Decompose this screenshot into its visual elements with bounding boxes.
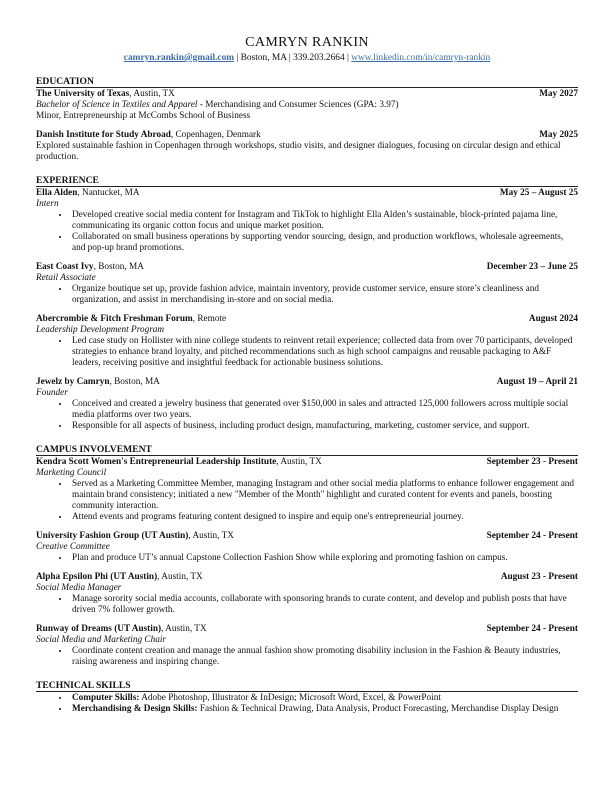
bullet-item: • Led case study on Hollister with nine college students to reinvent retail experience; collected data from over 70 participants, developed strategies to enhance brand loyalty, and pitched recommendations such as high school campaigns and reusable packaging to A&F leaders, receiving positive and insightful feedback for actionable business solutions.: [70, 336, 578, 369]
entry-date: September 24 - Present: [486, 531, 578, 541]
entry-description: Explored sustainable fashion in Copenhagen through workshops, studio visits, and designer dialogues, focusing on circular design and ethical production.: [36, 141, 561, 162]
skill-item: [70, 704, 578, 715]
skill-text: Fashion & Technical Drawing, Data Analysis, Product Forecasting, Merchandise Display Design: [197, 704, 559, 714]
role-title: Intern: [36, 199, 59, 209]
campus-entry: [36, 531, 578, 564]
org-name: Jewelz by Camryn: [36, 377, 110, 387]
org-location: , Austin, TX: [276, 457, 322, 467]
bullet-list: [36, 479, 578, 523]
bullet-list: [36, 553, 578, 564]
entry-date: December 23 – June 25: [486, 262, 578, 272]
role-title: Creative Committee: [36, 542, 110, 552]
role-title: Leadership Development Program: [36, 325, 165, 335]
bullet-item: • Responsible for all aspects of business, including product design, manufacturing, marketing, customer service, and support.: [70, 421, 578, 432]
bullet-list: [36, 210, 578, 254]
bullet-item: • Attend events and programs featuring content designed to inspire and equip one's entrepreneurial journey.: [70, 512, 578, 523]
bullet-item: • Manage sorority social media accounts, collaborate with sponsoring brands to curate content, and develop and publish posts that have driven 7% follower growth.: [70, 594, 578, 616]
bullet-item: • Coordinate content creation and manage the annual fashion show promoting disability inclusion in the Fashion & Beauty industries, raising awareness and inspiring change.: [70, 646, 578, 668]
bullet-item: • Plan and produce UT’s annual Capstone Collection Fashion Show while exploring and promoting fashion on campus.: [70, 553, 578, 564]
role-title: Social Media Manager: [36, 583, 122, 593]
role-title: Marketing Council: [36, 468, 107, 478]
org-name: Alpha Epsilon Phi (UT Austin): [36, 572, 158, 582]
degree-detail: - Merchandising and Consumer Sciences (GPA: 3.97): [197, 100, 399, 110]
degree: Bachelor of Science in Textiles and Apparel: [36, 100, 198, 110]
bullet-item: • Served as a Marketing Committee Member, managing Instagram and other social media platforms to enhance follower engagement and maintain brand consistency; initiated a new "Member of the Month" highlight and curated content for events and panels, boosting community interaction.: [70, 479, 578, 512]
org-location: , Austin, TX: [129, 89, 175, 99]
org-name: The University of Texas: [36, 89, 130, 99]
entry-date: September 24 - Present: [486, 624, 578, 634]
education-entry: [36, 89, 578, 122]
bullet-list: [36, 336, 578, 369]
experience-entry: [36, 262, 578, 306]
org-location: , Remote: [192, 314, 227, 324]
section-title: TECHNICAL SKILLS: [36, 680, 578, 692]
technical-skills-section: [36, 680, 578, 715]
email-link[interactable]: camryn.rankin@gmail.com: [123, 53, 235, 63]
bullet-item: • Conceived and created a jewelry business that generated over $150,000 in sales and attracted 125,000 followers across multiple social media platforms over two years.: [70, 399, 578, 421]
bullet-item: • Organize boutique set up, provide fashion advice, maintain inventory, provide customer service, ensure store’s cleanliness and organization, and assist in merchandising in-store and on social media.: [70, 284, 578, 306]
linkedin-link[interactable]: www.linkedin.com/in/camryn-rankin: [351, 53, 491, 63]
location: Boston, MA: [240, 53, 287, 63]
role-title: Retail Associate: [36, 273, 96, 283]
org-location: , Nantucket, MA: [77, 188, 140, 198]
section-title: EDUCATION: [36, 76, 578, 88]
section-title: EXPERIENCE: [36, 175, 578, 187]
contact-line: [36, 52, 578, 64]
bullet-list: [36, 646, 578, 668]
campus-entry: [36, 572, 578, 616]
entry-date: May 2027: [539, 89, 578, 99]
entry-date: May 25 – August 25: [499, 188, 578, 198]
campus-entry: [36, 457, 578, 523]
bullet-item: • Developed creative social media content for Instagram and TikTok to highlight Ella Alden’s sustainable, block-printed pajama line, communicating its organic cotton focus and unique market position.: [70, 210, 578, 232]
education-entry: [36, 130, 578, 163]
skill-item: [70, 693, 578, 704]
experience-entry: [36, 188, 578, 254]
org-name: Kendra Scott Women's Entrepreneurial Leadership Institute: [36, 457, 277, 467]
role-title: Founder: [36, 388, 68, 398]
org-location: , Copenhagen, Denmark: [170, 130, 261, 140]
skills-list: [36, 693, 578, 715]
campus-entry: [36, 624, 578, 668]
experience-entry: [36, 377, 578, 432]
bullet-list: [36, 594, 578, 616]
org-location: , Austin, TX: [157, 572, 203, 582]
entry-date: August 2024: [528, 314, 578, 324]
section-title: CAMPUS INVOLVEMENT: [36, 444, 578, 456]
org-location: , Austin, TX: [161, 624, 207, 634]
org-name: University Fashion Group (UT Austin): [36, 531, 189, 541]
entry-date: August 23 - Present: [500, 572, 578, 582]
separator: |: [288, 53, 291, 63]
skill-label: Computer Skills:: [72, 693, 140, 703]
entry-date: September 23 - Present: [486, 457, 578, 467]
experience-entry: [36, 314, 578, 369]
org-name: East Coast Ivy: [36, 262, 94, 272]
experience-section: [36, 175, 578, 432]
org-name: Danish Institute for Study Abroad: [36, 130, 171, 140]
campus-involvement-section: [36, 444, 578, 668]
entry-date: August 19 – April 21: [496, 377, 578, 387]
candidate-name: CAMRYN RANKIN: [245, 35, 369, 50]
org-location: , Boston, MA: [109, 377, 160, 387]
skill-label: Merchandising & Design Skills:: [72, 704, 198, 714]
skill-text: Adobe Photoshop, Illustrator & InDesign; Microsoft Word, Excel, & PowerPoint: [139, 693, 441, 703]
education-section: [36, 76, 578, 163]
role-title: Social Media and Marketing Chair: [36, 635, 166, 645]
entry-date: May 2025: [539, 130, 578, 140]
org-location: , Austin, TX: [188, 531, 234, 541]
resume-page: [36, 34, 578, 715]
org-name: Runway of Dreams (UT Austin): [36, 624, 162, 634]
separator: |: [347, 53, 349, 63]
org-name: Ella Alden: [36, 188, 78, 198]
org-name: Abercrombie & Fitch Freshman Forum: [36, 314, 193, 324]
org-location: , Boston, MA: [93, 262, 144, 272]
minor: Minor, Entrepreneurship at McCombs School of Business: [36, 111, 251, 121]
bullet-list: [36, 399, 578, 432]
bullet-item: • Collaborated on small business operations by supporting vendor sourcing, design, and production workflows, wholesale agreements, and pop-up brand promotions.: [70, 232, 578, 254]
phone: 339.203.2664: [293, 53, 345, 63]
separator: |: [236, 53, 239, 63]
bullet-list: [36, 284, 578, 306]
